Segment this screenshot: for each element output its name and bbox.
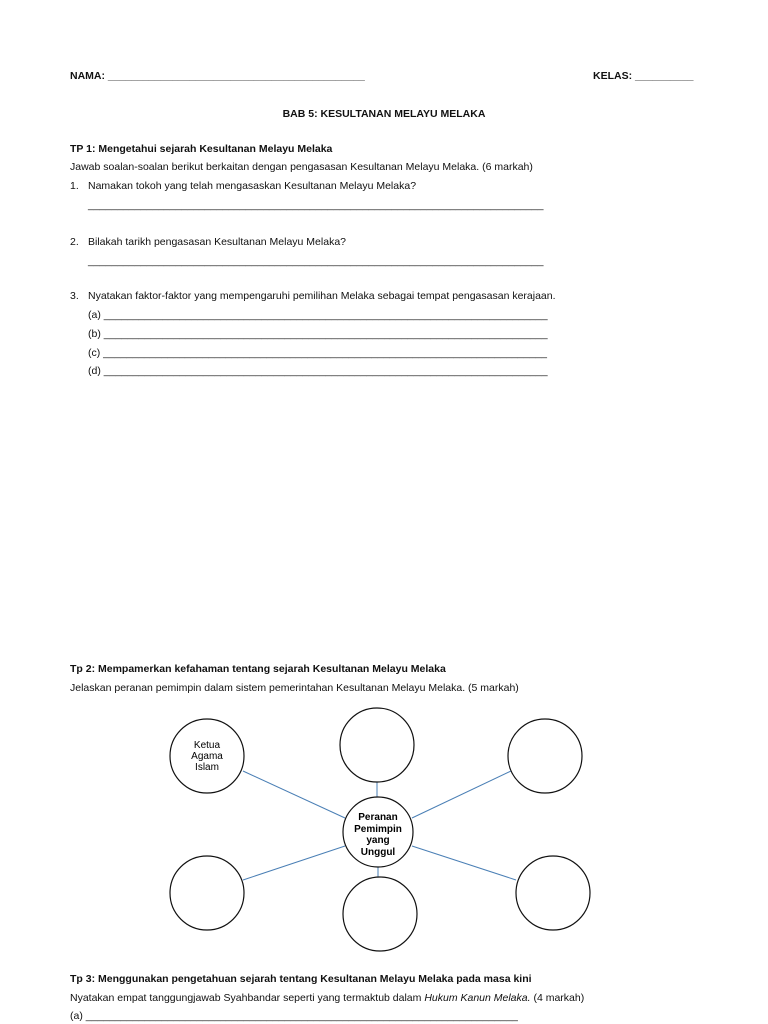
center-line-4: Unggul: [360, 847, 396, 858]
question-1-number: 1.: [70, 180, 79, 192]
q3-item-a-line[interactable]: ____________________________________________________________________________: [103, 309, 548, 321]
tp2-heading: Tp 2: Mempamerkan kefahaman tentang sejarah Kesultanan Melayu Melaka: [70, 663, 446, 675]
example-node-line-2: Agama: [191, 751, 223, 762]
nama-label: NAMA:: [70, 70, 105, 82]
tp3-heading: Tp 3: Menggunakan pengetahuan sejarah tentang Kesultanan Melayu Melaka pada masa kini: [70, 973, 532, 985]
q3-item-b-line[interactable]: ____________________________________________________________________________: [103, 328, 548, 340]
tp3-instruction-marks: (4 markah): [530, 992, 585, 1004]
tp3-item-a-label: (a): [70, 1010, 83, 1022]
example-node-line-1: Ketua: [193, 740, 221, 751]
node-top: [340, 708, 414, 782]
question-1-answer-line[interactable]: ______________________________________________________________________________: [88, 199, 544, 211]
page-title: BAB 5: KESULTANAN MELAYU MELAKA: [282, 108, 486, 120]
q3-item-c-label: (c): [88, 347, 101, 359]
q3-item-c-line[interactable]: ____________________________________________________________________________: [103, 347, 547, 359]
question-2-number: 2.: [70, 236, 79, 248]
tp1-instruction: Jawab soalan-soalan berikut berkaitan dengan pengasasan Kesultanan Melayu Melaka. (6 markah): [70, 161, 533, 173]
connector-bottom-left: [243, 846, 345, 880]
node-top-right: [508, 719, 582, 793]
q3-item-d-line[interactable]: ____________________________________________________________________________: [103, 365, 548, 377]
connector-bottom-right: [412, 846, 516, 880]
center-line-3: yang: [366, 835, 390, 846]
node-bottom-left: [170, 856, 244, 930]
kelas-label: KELAS:: [593, 70, 633, 82]
node-bottom: [343, 877, 417, 951]
question-3-number: 3.: [70, 290, 79, 302]
node-bottom-right: [516, 856, 590, 930]
tp1-heading: TP 1: Mengetahui sejarah Kesultanan Melayu Melaka: [70, 143, 333, 155]
q3-item-a-label: (a): [88, 309, 101, 321]
tp3-instruction-italic: Hukum Kanun Melaka.: [424, 992, 531, 1004]
connector-top-right: [412, 771, 511, 818]
question-3-text: Nyatakan faktor-faktor yang mempengaruhi pemilihan Melaka sebagai tempat pengasasan kerajaan.: [88, 290, 556, 302]
nama-blank[interactable]: ____________________________________________: [107, 70, 365, 82]
example-node-line-3: Islam: [195, 762, 219, 773]
tp3-item-a-line[interactable]: __________________________________________________________________________: [85, 1010, 518, 1022]
tp2-instruction: Jelaskan peranan pemimpin dalam sistem pemerintahan Kesultanan Melayu Melaka. (5 markah): [70, 682, 519, 694]
center-line-2: Pemimpin: [354, 824, 402, 835]
question-2-text: Bilakah tarikh pengasasan Kesultanan Melayu Melaka?: [88, 236, 346, 248]
tp3-item-a[interactable]: [70, 1010, 518, 1022]
q3-item-d-label: (d): [88, 365, 101, 377]
tp3-instruction: [70, 992, 584, 1004]
question-1-text: Namakan tokoh yang telah mengasaskan Kesultanan Melayu Melaka?: [88, 180, 417, 192]
connector-top-left: [243, 771, 345, 818]
tp3-instruction-text: Nyatakan empat tanggungjawab Syahbandar seperti yang termaktub dalam: [70, 992, 425, 1004]
q3-item-b-label: (b): [88, 328, 101, 340]
center-line-1: Peranan: [358, 812, 398, 823]
question-2-answer-line[interactable]: ______________________________________________________________________________: [88, 255, 544, 267]
kelas-blank[interactable]: __________: [635, 70, 694, 82]
